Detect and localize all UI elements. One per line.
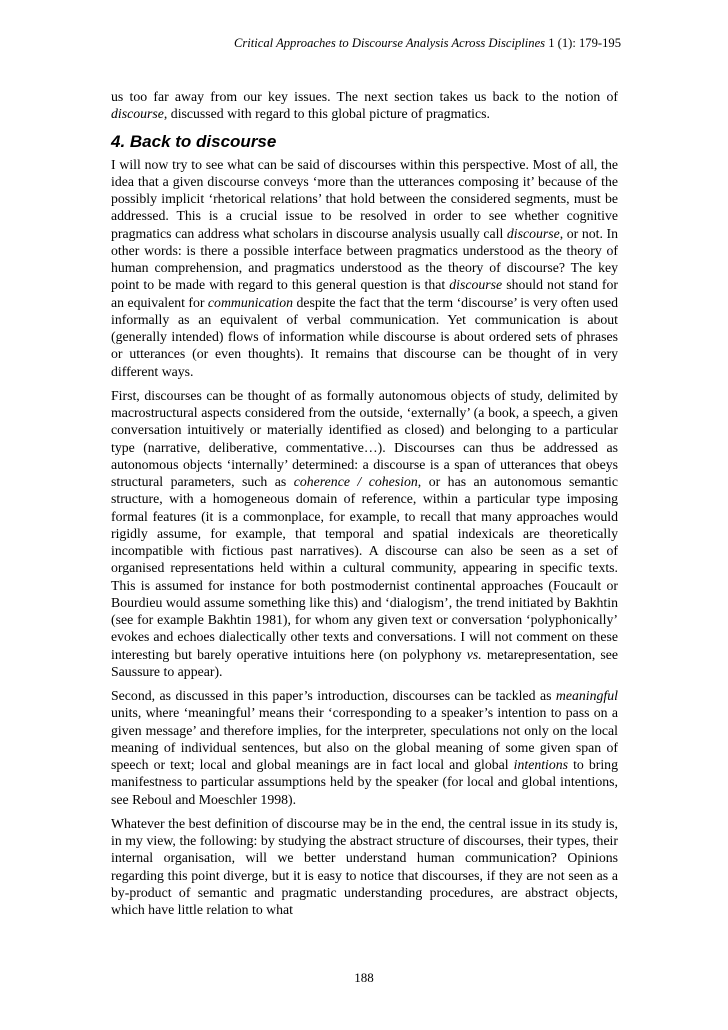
italic-term: discourse [449,277,503,293]
italic-term: vs. [466,646,482,662]
italic-term: discourse [506,225,560,241]
page-number: 188 [354,970,374,985]
paragraph-1 [111,156,618,380]
paragraph-intro [111,88,618,123]
journal-title: Critical Approaches to Discourse Analysis Across Disciplines [233,36,546,50]
paragraph-2 [111,387,618,680]
text-run: to bring manifestness to particular assumptions held by the speaker (for local and global intentions, see Reboul and Moeschler 1998). [111,757,618,807]
article-body [111,88,618,918]
italic-term: intentions [513,757,569,772]
text-run: Whatever the best definition of discourse may be in the end, the central issue in its study is, in my view, the following: by studying the abstract structure of discourses, their types, their internal organisation, will we better understand human communication? Opinions regarding this point diverge, but it is easy to notice that discourses, if they are not seen as a by-product of semantic and pragmatic understanding procedures, are abstract objects, which have little relation to what [111,815,618,917]
italic-term: coherence / cohesion [293,474,418,489]
text-run: metarepresentation, see Saussure to appear). [111,646,618,679]
italic-term: discourse [111,106,164,122]
text-run: units, where ‘meaningful’ means their ‘corresponding to a speaker’s intention to pass on a given message’ and therefore implies, for the interpreter, speculations not only on the local meaning of individual sentences, but also on the global meaning of some given span of speech or text; local and global meanings are in fact local and global [111,705,618,772]
italic-term: communication [207,294,293,310]
text-run: despite the fact that the term ‘discourse’ is very often used informally as an equivalent of verbal communication. Yet communication is about (generally intended) flows of information while discourse is about ordered sets of phrases or utterances (or even thoughts). It remains that discourse can be thought of in very different ways. [111,294,619,379]
journal-citation: 1 (1): 179-195 [548,36,621,50]
section-heading: 4. Back to discourse [111,131,277,151]
paragraph-3 [111,687,618,808]
paragraph-4 [111,815,618,919]
text-run: should not stand for an equivalent for [111,277,618,310]
text-run: us too far away from our key issues. The next section takes us back to the notion of [111,89,618,104]
text-run: I will now try to see what can be said of discourses within this perspective. Most of all, the idea that a given discourse conveys ‘more than the utterances composing it’ because of the possibly implicit ‘rhetorical relations’ that hold between the considered segments, must be addressed. This is a crucial issue to be resolved in order to see whether cognitive pragmatics can address what scholars in discourse analysis usually call [111,156,618,241]
text-run: Second, as discussed in this paper’s introduction, discourses can be tackled as [111,688,556,703]
text-run: , or not. In other words: is there a possible interface between pragmatics understood as the theory of human comprehension, and pragmatics understood as the theory of discourse? The key point to be made with regard to this general question is that [111,225,618,293]
text-run: , or has an autonomous semantic structure, with a homogeneous domain of reference, within a particular type imposing formal features (it is a commonplace, for example, to recall that many approaches would rigidly assume, for example, that temporal and spatial indexicals are theoretically incompatible with fictious past narratives). A discourse can also be seen as a set of organised representations held within a cultural community, appearing in specific texts. This is assumed for instance for both postmodernist continental approaches (Foucault or Bourdieu would assume something like this) and ‘dialogism’, the trend initiated by Bakhtin (see for example Bakhtin 1981), for whom any given text or conversation ‘polyphonically’ evokes and echoes dialectically other texts and conversations. I will not comment on these interesting but barely operative intuitions here (on polyphony [111,474,619,662]
text-run: , discussed with regard to this global picture of pragmatics. [163,106,490,122]
text-run: First, discourses can be thought of as formally autonomous objects of study, delimited by macrostructural aspects considered from the outside, ‘externally’ (a book, a speech, a given conversation intuitively or materially identified as closed) and belonging to a particular type (narrative, deliberative, commentative…). Discourses can thus be addressed as autonomous objects ‘internally’ determined: a discourse is a span of utterances that obeys structural parameters, such as [111,387,618,489]
italic-term: meaningful [555,688,618,703]
running-header [234,36,621,51]
